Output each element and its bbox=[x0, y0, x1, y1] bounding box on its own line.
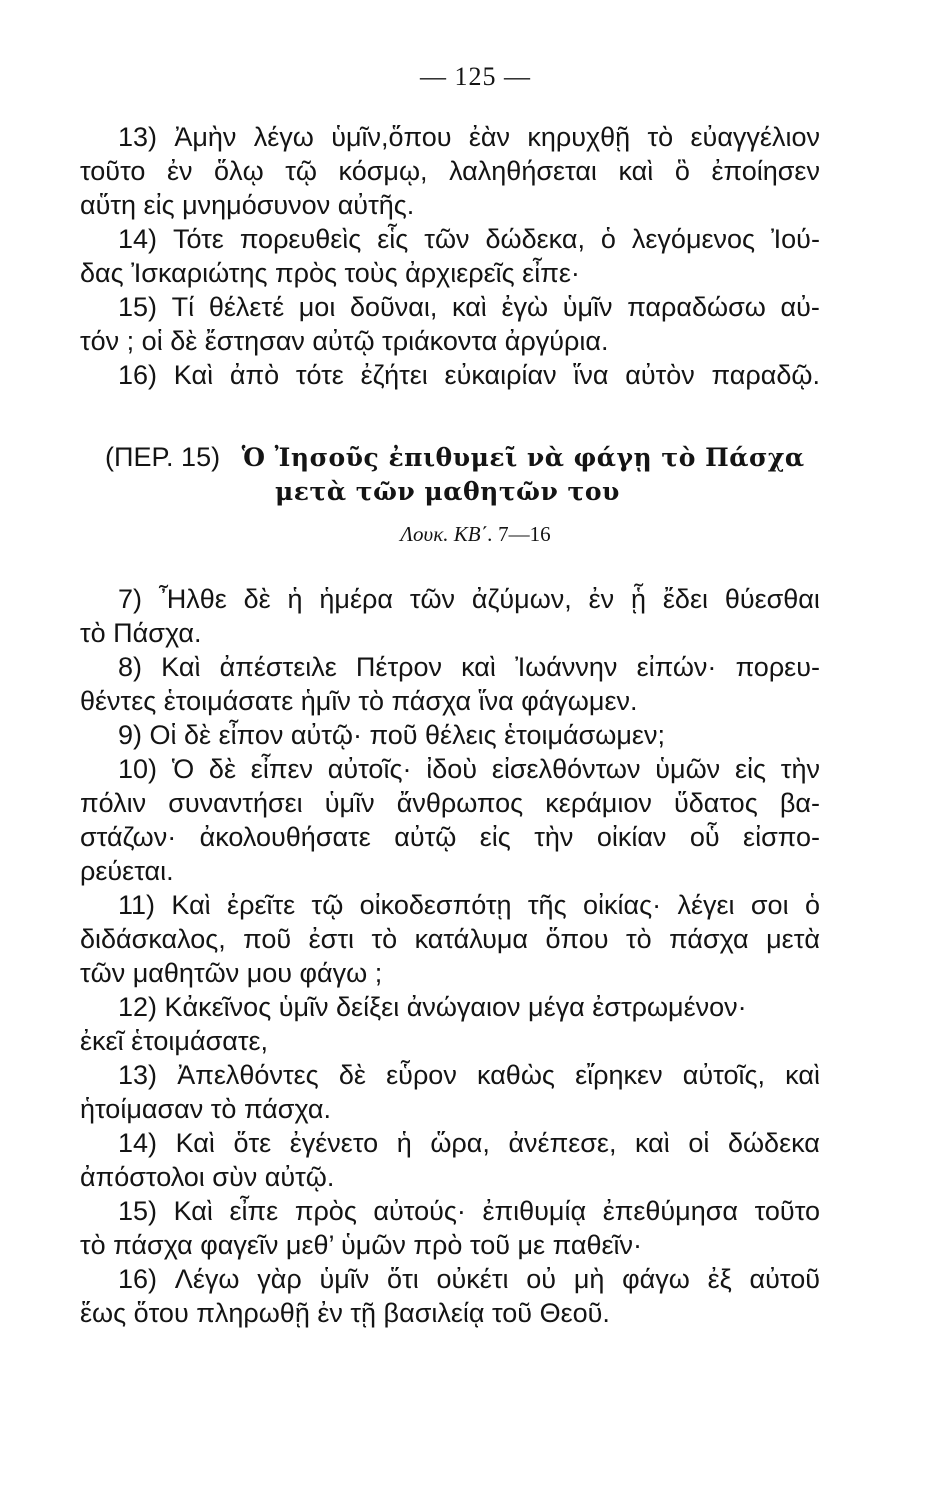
word: βα- bbox=[779, 788, 820, 818]
word: εἰσελθόντων bbox=[491, 754, 641, 784]
text-line: ἡτοίμασαν τὸ πάσχα. bbox=[80, 1094, 332, 1124]
text-line bbox=[80, 752, 820, 786]
text-line bbox=[80, 888, 820, 922]
word: αὐτοῦ bbox=[749, 1264, 820, 1294]
section-heading bbox=[105, 440, 825, 509]
word: εὐαγγέλιον bbox=[690, 122, 820, 152]
word: Τότε bbox=[172, 224, 224, 254]
text-line bbox=[80, 290, 820, 324]
word: τοῦτο bbox=[80, 156, 146, 186]
text-line bbox=[80, 358, 820, 392]
text-line bbox=[80, 222, 820, 256]
word: 8) bbox=[118, 652, 143, 682]
word: κόσμῳ, bbox=[338, 156, 428, 186]
word: θύεσθαι bbox=[724, 584, 820, 614]
word: τῷ bbox=[311, 890, 344, 920]
word: τὸ bbox=[371, 924, 398, 954]
word: καὶ bbox=[461, 652, 496, 682]
word: οὗ bbox=[689, 822, 720, 852]
reference-book: Λουκ. ΚΒ΄. bbox=[400, 522, 493, 546]
word: Ἰωάννην bbox=[515, 652, 618, 682]
word: Ἀπελθόντες bbox=[177, 1060, 319, 1090]
text-line: τὸ πάσχα φαγεῖν μεθ’ ὑμῶν πρὸ τοῦ με παθεῖν· bbox=[80, 1230, 642, 1260]
word: 14) bbox=[118, 224, 158, 254]
word: Τί bbox=[171, 292, 195, 322]
word: ὅλῳ bbox=[214, 156, 264, 186]
section-2-text bbox=[80, 582, 820, 1330]
word: ἀζύμων, bbox=[471, 584, 572, 614]
word: ὅτε bbox=[233, 1128, 272, 1158]
word: καὶ bbox=[452, 292, 487, 322]
word: ἐπιθυμίᾳ bbox=[482, 1196, 587, 1226]
word: ἐγὼ bbox=[501, 292, 549, 322]
word: τὸ bbox=[647, 122, 674, 152]
word: ἐξ bbox=[707, 1264, 732, 1294]
word: πάσχα bbox=[669, 924, 749, 954]
word: Καὶ bbox=[173, 1196, 213, 1226]
word: εὗρον bbox=[386, 1060, 457, 1090]
word: τοῦτο bbox=[754, 1196, 820, 1226]
word: παραδώσω bbox=[627, 292, 766, 322]
word: δὲ bbox=[338, 1060, 366, 1090]
word: στάζων· bbox=[80, 822, 177, 852]
word: τὴν bbox=[534, 822, 574, 852]
word: μετὰ bbox=[766, 924, 820, 954]
word: Ἀμὴν bbox=[174, 122, 237, 152]
word: δοῦναι, bbox=[349, 292, 438, 322]
text-line: ρεύεται. bbox=[80, 856, 174, 886]
text-line bbox=[80, 1126, 820, 1160]
word: Πέτρον bbox=[355, 652, 442, 682]
word: κηρυχθῇ bbox=[527, 122, 631, 152]
word: τῆς bbox=[527, 890, 567, 920]
word: εἷς bbox=[377, 224, 409, 254]
word: δὲ bbox=[208, 754, 236, 784]
word: 14) bbox=[118, 1128, 158, 1158]
word: μὴ bbox=[573, 1264, 605, 1294]
word: φάγω bbox=[622, 1264, 690, 1294]
word: εἶπε bbox=[229, 1196, 279, 1226]
word: λέγει bbox=[677, 890, 735, 920]
text-line: ἐκεῖ ἑτοιμάσατε, bbox=[80, 1026, 269, 1056]
word: ὁ bbox=[804, 890, 820, 920]
text-line bbox=[80, 582, 820, 616]
page-number: — 125 — bbox=[420, 62, 531, 91]
word: αὐτοῖς, bbox=[682, 1060, 765, 1090]
word: ἄνθρωπος bbox=[396, 788, 524, 818]
word: αὐτὸν bbox=[625, 360, 695, 390]
word: δώδεκα, bbox=[485, 224, 585, 254]
word: οἰκοδεσπότῃ bbox=[359, 890, 512, 920]
word: ἐρεῖτε bbox=[227, 890, 296, 920]
word: θέλετέ bbox=[208, 292, 285, 322]
word: Καὶ bbox=[173, 360, 214, 390]
word: ἡμέρα bbox=[319, 584, 393, 614]
word: Λέγω bbox=[174, 1264, 240, 1294]
heading-title: Ὁ Ἰησοῦς ἐπιθυμεῖ νὰ φάγῃ τὸ Πάσχα bbox=[241, 443, 805, 472]
word: καὶ bbox=[635, 1128, 670, 1158]
word: Ὁ bbox=[171, 754, 195, 784]
word: πορευ- bbox=[735, 652, 820, 682]
text-line: δας Ἰσκαριώτης πρὸς τοὺς ἀρχιερεῖς εἶπε· bbox=[80, 258, 580, 288]
heading-line-1 bbox=[105, 440, 825, 475]
word: παραδῷ. bbox=[711, 360, 820, 390]
word: 7) bbox=[118, 584, 143, 614]
text-line: ἕως ὅτου πληρωθῇ ἐν τῇ βασιλείᾳ τοῦ Θεοῦ. bbox=[80, 1298, 610, 1328]
word: εἰσπο- bbox=[743, 822, 820, 852]
word: εἰς bbox=[734, 754, 766, 784]
word: καὶ bbox=[785, 1060, 820, 1090]
word: λέγω bbox=[253, 122, 314, 152]
word: ᾗ bbox=[631, 584, 647, 614]
word: ὕδατος bbox=[673, 788, 758, 818]
word: καὶ bbox=[618, 156, 654, 186]
text-line: τόν ; οἱ δὲ ἔστησαν αὐτῷ τριάκοντα ἀργύρια. bbox=[80, 326, 609, 356]
word: Καὶ bbox=[171, 890, 211, 920]
word: ὑμῖν,ὅπου bbox=[331, 122, 452, 152]
word: 15) bbox=[118, 1196, 158, 1226]
word: ὅπου bbox=[545, 924, 609, 954]
word: γὰρ bbox=[257, 1264, 302, 1294]
word: ἔδει bbox=[662, 584, 708, 614]
text-line: θέντες ἑτοιμάσατε ἡμῖν τὸ πάσχα ἵνα φάγωμεν. bbox=[80, 686, 638, 716]
word: ἵνα bbox=[573, 360, 609, 390]
text-line bbox=[80, 120, 820, 154]
word: οἰκίας· bbox=[582, 890, 662, 920]
word: καθὼς bbox=[477, 1060, 555, 1090]
word: ἀνέπεσε, bbox=[508, 1128, 617, 1158]
word: ἐὰν bbox=[468, 122, 511, 152]
word: ὥρα, bbox=[430, 1128, 490, 1158]
word: ἐποίησεν bbox=[711, 156, 820, 186]
word: κατάλυμα bbox=[414, 924, 529, 954]
word: 13) bbox=[118, 1060, 158, 1090]
word: πόλιν bbox=[80, 788, 147, 818]
text-line bbox=[80, 820, 820, 854]
word: ἡ bbox=[396, 1128, 412, 1158]
text-line bbox=[80, 1058, 820, 1092]
word: πρὸς bbox=[294, 1196, 357, 1226]
word: πορευθεὶς bbox=[239, 224, 362, 254]
text-line: 9) Οἱ δὲ εἶπον αὐτῷ· ποῦ θέλεις ἑτοιμάσωμεν; bbox=[118, 720, 665, 750]
word: εἰς bbox=[479, 822, 511, 852]
word: τὸ bbox=[625, 924, 652, 954]
word: τότε bbox=[295, 360, 344, 390]
word: αὐτῷ bbox=[394, 822, 457, 852]
word: ἀκολουθήσατε bbox=[199, 822, 371, 852]
word: εὐκαιρίαν bbox=[444, 360, 557, 390]
word: αὐ- bbox=[780, 292, 820, 322]
word: αὐτούς· bbox=[373, 1196, 466, 1226]
word: ἐστι bbox=[308, 924, 355, 954]
section-1-text bbox=[80, 120, 820, 392]
word: ὅτι bbox=[387, 1264, 419, 1294]
text-line bbox=[80, 1262, 820, 1296]
word: 15) bbox=[118, 292, 158, 322]
word: δώδεκα bbox=[727, 1128, 820, 1158]
word: ὑμῖν bbox=[319, 1264, 370, 1294]
word: τὴν bbox=[780, 754, 820, 784]
word: Καὶ bbox=[175, 1128, 215, 1158]
word: ἐν bbox=[166, 156, 193, 186]
word: ἀπέστειλε bbox=[219, 652, 337, 682]
word: τῷ bbox=[285, 156, 317, 186]
reference-verses: 7—16 bbox=[498, 522, 551, 546]
word: ὃ bbox=[674, 156, 690, 186]
word: ἰδοὺ bbox=[426, 754, 478, 784]
word: συναντήσει bbox=[168, 788, 303, 818]
word: τῶν bbox=[424, 224, 470, 254]
text-line: τῶν μαθητῶν μου φάγω ; bbox=[80, 958, 383, 988]
text-line bbox=[80, 786, 820, 820]
word: ὑμῶν bbox=[655, 754, 721, 784]
heading-subtitle: μετὰ τῶν μαθητῶν του bbox=[275, 477, 620, 506]
text-line bbox=[80, 650, 820, 684]
text-line: ἀπόστολοι σὺν αὐτῷ. bbox=[80, 1162, 335, 1192]
text-line bbox=[80, 1194, 820, 1228]
word: ἐγένετο bbox=[289, 1128, 379, 1158]
text-line bbox=[80, 922, 820, 956]
scripture-reference bbox=[0, 522, 951, 547]
word: 16) bbox=[118, 1264, 158, 1294]
word: διδάσκαλος, bbox=[80, 924, 226, 954]
word: εἶπεν bbox=[250, 754, 313, 784]
word: εἰπών· bbox=[636, 652, 717, 682]
word: αὐτοῖς· bbox=[327, 754, 412, 784]
word: Καὶ bbox=[161, 652, 201, 682]
word: σοι bbox=[750, 890, 789, 920]
word: 16) bbox=[118, 360, 158, 390]
word: μοι bbox=[298, 292, 336, 322]
word: 10) bbox=[118, 754, 158, 784]
word: ποῦ bbox=[243, 924, 292, 954]
word: ἐζήτει bbox=[360, 360, 428, 390]
text-line: 12) Κἀκεῖνος ὑμῖν δείξει ἀνώγαιον μέγα ἐστρωμένον· bbox=[118, 992, 747, 1022]
word: ἡ bbox=[287, 584, 303, 614]
word: λεγόμενος bbox=[631, 224, 756, 254]
word: ὑμῖν bbox=[324, 788, 375, 818]
word: ἐπεθύμησα bbox=[602, 1196, 739, 1226]
word: οὐκέτι bbox=[436, 1264, 509, 1294]
word: λαληθήσεται bbox=[449, 156, 597, 186]
word: ἀπὸ bbox=[229, 360, 280, 390]
word: ὑμῖν bbox=[562, 292, 613, 322]
word: Ἦλθε bbox=[158, 584, 227, 614]
word: οἰκίαν bbox=[596, 822, 667, 852]
word: κεράμιον bbox=[545, 788, 652, 818]
word: ὁ bbox=[600, 224, 616, 254]
text-line: τὸ Πάσχα. bbox=[80, 618, 202, 648]
word: Ἰού- bbox=[771, 224, 820, 254]
word: εἴρηκεν bbox=[575, 1060, 663, 1090]
word: 13) bbox=[118, 122, 158, 152]
word: 11) bbox=[118, 890, 156, 920]
text-line: αὕτη εἰς μνημόσυνον αὐτῆς. bbox=[80, 190, 415, 220]
word: οἱ bbox=[688, 1128, 710, 1158]
text-line bbox=[80, 154, 820, 188]
word: τῶν bbox=[409, 584, 456, 614]
word: οὐ bbox=[526, 1264, 557, 1294]
heading-prefix: (ΠΕΡ. 15) bbox=[105, 442, 221, 472]
word: ἐν bbox=[588, 584, 615, 614]
word: δὲ bbox=[243, 584, 271, 614]
